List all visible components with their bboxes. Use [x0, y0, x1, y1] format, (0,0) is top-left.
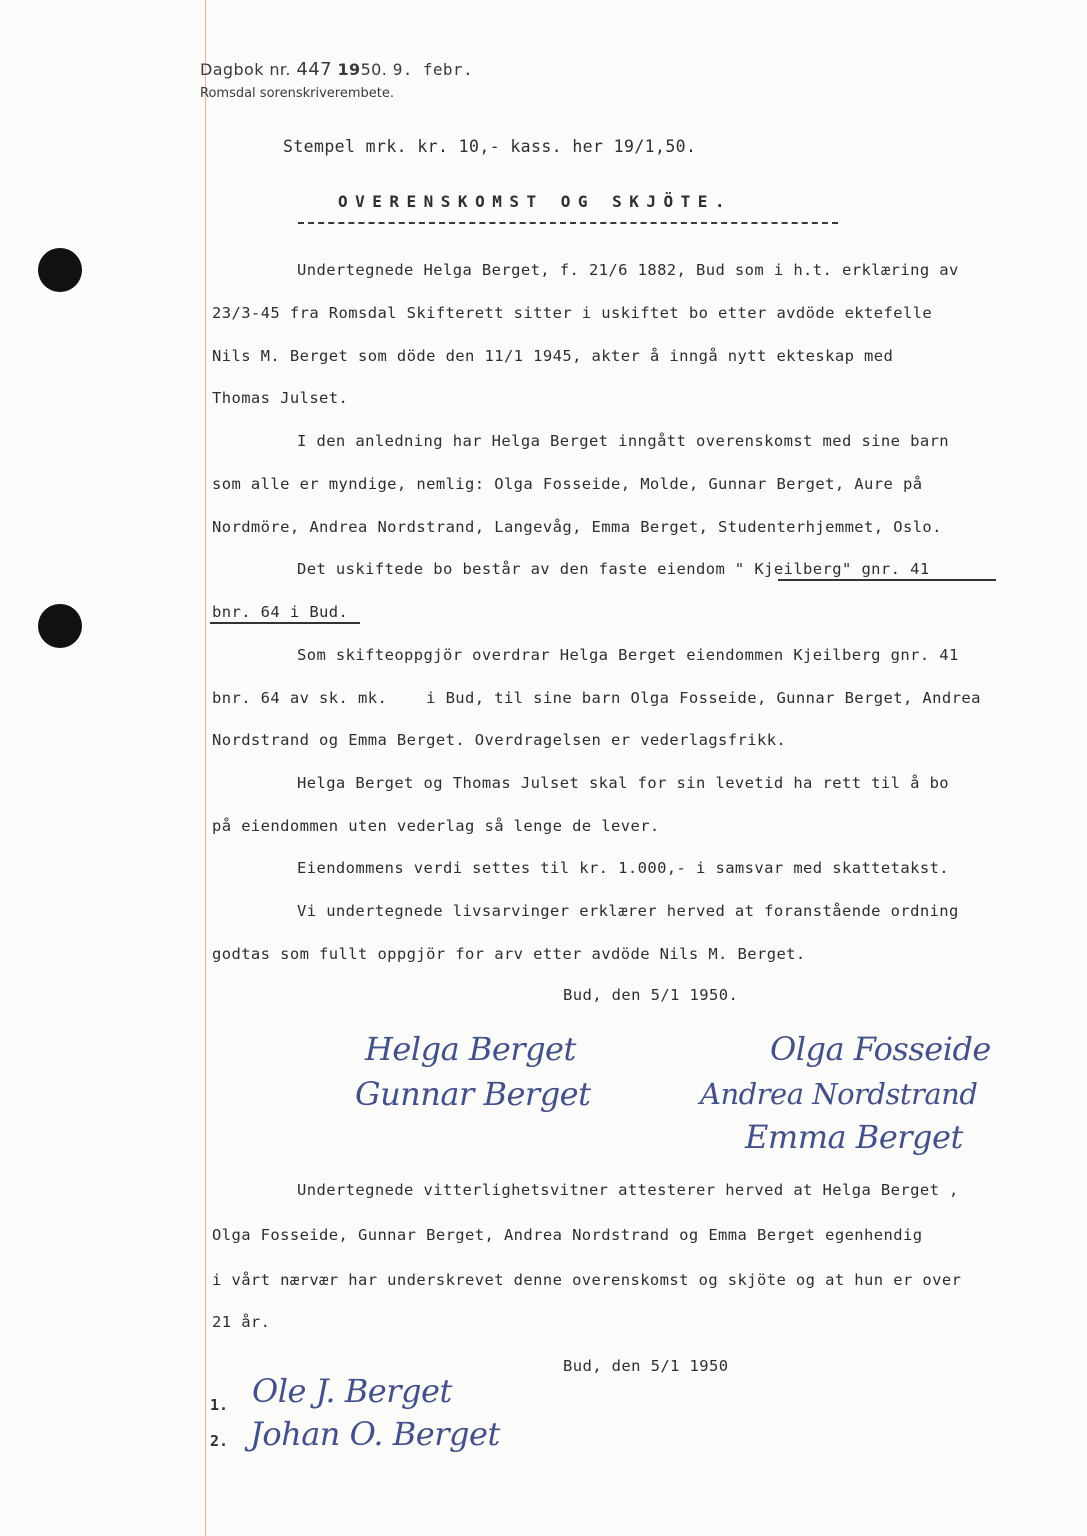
signature-emma-berget: Emma Berget: [745, 1118, 963, 1156]
witness-line: Olga Fosseide, Gunnar Berget, Andrea Nordstrand og Emma Berget egenhendig: [212, 1226, 923, 1244]
body-line: som alle er myndige, nemlig: Olga Fosseide, Molde, Gunnar Berget, Aure på: [212, 475, 923, 493]
body-line: Eiendommens verdi settes til kr. 1.000,- i samsvar med skattetakst.: [297, 859, 950, 877]
punch-hole-top: [38, 248, 82, 292]
dagbok-number: 447: [296, 59, 332, 80]
stempel-note: Stempel mrk. kr. 10,- kass. her 19/1,50.: [283, 137, 697, 156]
dagbok-stamp: [200, 60, 473, 80]
dagbok-label: Dagbok nr.: [200, 60, 291, 79]
margin-rule: [205, 0, 206, 1536]
signature-andrea-nordstrand: Andrea Nordstrand: [700, 1077, 978, 1111]
witness-line: Undertegnede vitterlighetsvitner attesterer herved at Helga Berget ,: [297, 1181, 959, 1199]
body-line: I den anledning har Helga Berget inngått overenskomst med sine barn: [297, 432, 950, 450]
body-line: Vi undertegnede livsarvinger erklærer herved at foranstående ordning: [297, 902, 959, 920]
property-underline: [778, 579, 996, 581]
body-line: på eiendommen uten vederlag så lenge de lever.: [212, 817, 660, 835]
signature-witness-2: Johan O. Berget: [250, 1415, 500, 1453]
body-line: 23/3-45 fra Romsdal Skifterett sitter i uskiftet bo etter avdöde ektefelle: [212, 304, 933, 322]
body-line: Det uskiftede bo består av den faste eiendom " Kjeilberg" gnr. 41: [297, 560, 930, 578]
place-date: Bud, den 5/1 1950.: [563, 986, 739, 1004]
body-line: bnr. 64 av sk. mk. i Bud, til sine barn Olga Fosseide, Gunnar Berget, Andrea: [212, 689, 981, 707]
witness-number: 1.: [210, 1396, 229, 1414]
body-line: Nordstrand og Emma Berget. Overdragelsen er vederlagsfrikk.: [212, 731, 787, 749]
body-line: bnr. 64 i Bud.: [212, 603, 349, 621]
property-underline: [210, 622, 360, 624]
body-line: Thomas Julset.: [212, 389, 349, 407]
year-suffix: 50.: [360, 60, 388, 79]
body-line: godtas som fullt oppgjör for arv etter avdöde Nils M. Berget.: [212, 945, 806, 963]
witness-line: i vårt nærvær har underskrevet denne overenskomst og skjöte og at hun er over: [212, 1271, 962, 1289]
body-line: Som skifteoppgjör overdrar Helga Berget eiendommen Kjeilberg gnr. 41: [297, 646, 959, 664]
office-stamp: Romsdal sorenskriverembete.: [200, 86, 394, 101]
body-line: Helga Berget og Thomas Julset skal for sin levetid ha rett til å bo: [297, 774, 950, 792]
witness-number: 2.: [210, 1432, 229, 1450]
stamp-date: 9. febr.: [392, 60, 473, 79]
witness-line: 21 år.: [212, 1313, 271, 1331]
body-line: Nils M. Berget som döde den 11/1 1945, akter å inngå nytt ekteskap med: [212, 347, 894, 365]
punch-hole-middle: [38, 604, 82, 648]
signature-helga-berget: Helga Berget: [365, 1030, 576, 1068]
document-heading: OVERENSKOMST OG SKJÖTE.: [338, 192, 733, 211]
place-date-witness: Bud, den 5/1 1950: [563, 1357, 729, 1375]
signature-olga-fosseide: Olga Fosseide: [770, 1030, 991, 1068]
year-prefix: 19: [337, 60, 361, 79]
signature-gunnar-berget: Gunnar Berget: [355, 1075, 591, 1113]
body-line: Undertegnede Helga Berget, f. 21/6 1882, Bud som i h.t. erklæring av: [297, 261, 959, 279]
heading-underline: [298, 222, 838, 224]
body-line: Nordmöre, Andrea Nordstrand, Langevåg, Emma Berget, Studenterhjemmet, Oslo.: [212, 518, 942, 536]
signature-witness-1: Ole J. Berget: [252, 1372, 452, 1410]
